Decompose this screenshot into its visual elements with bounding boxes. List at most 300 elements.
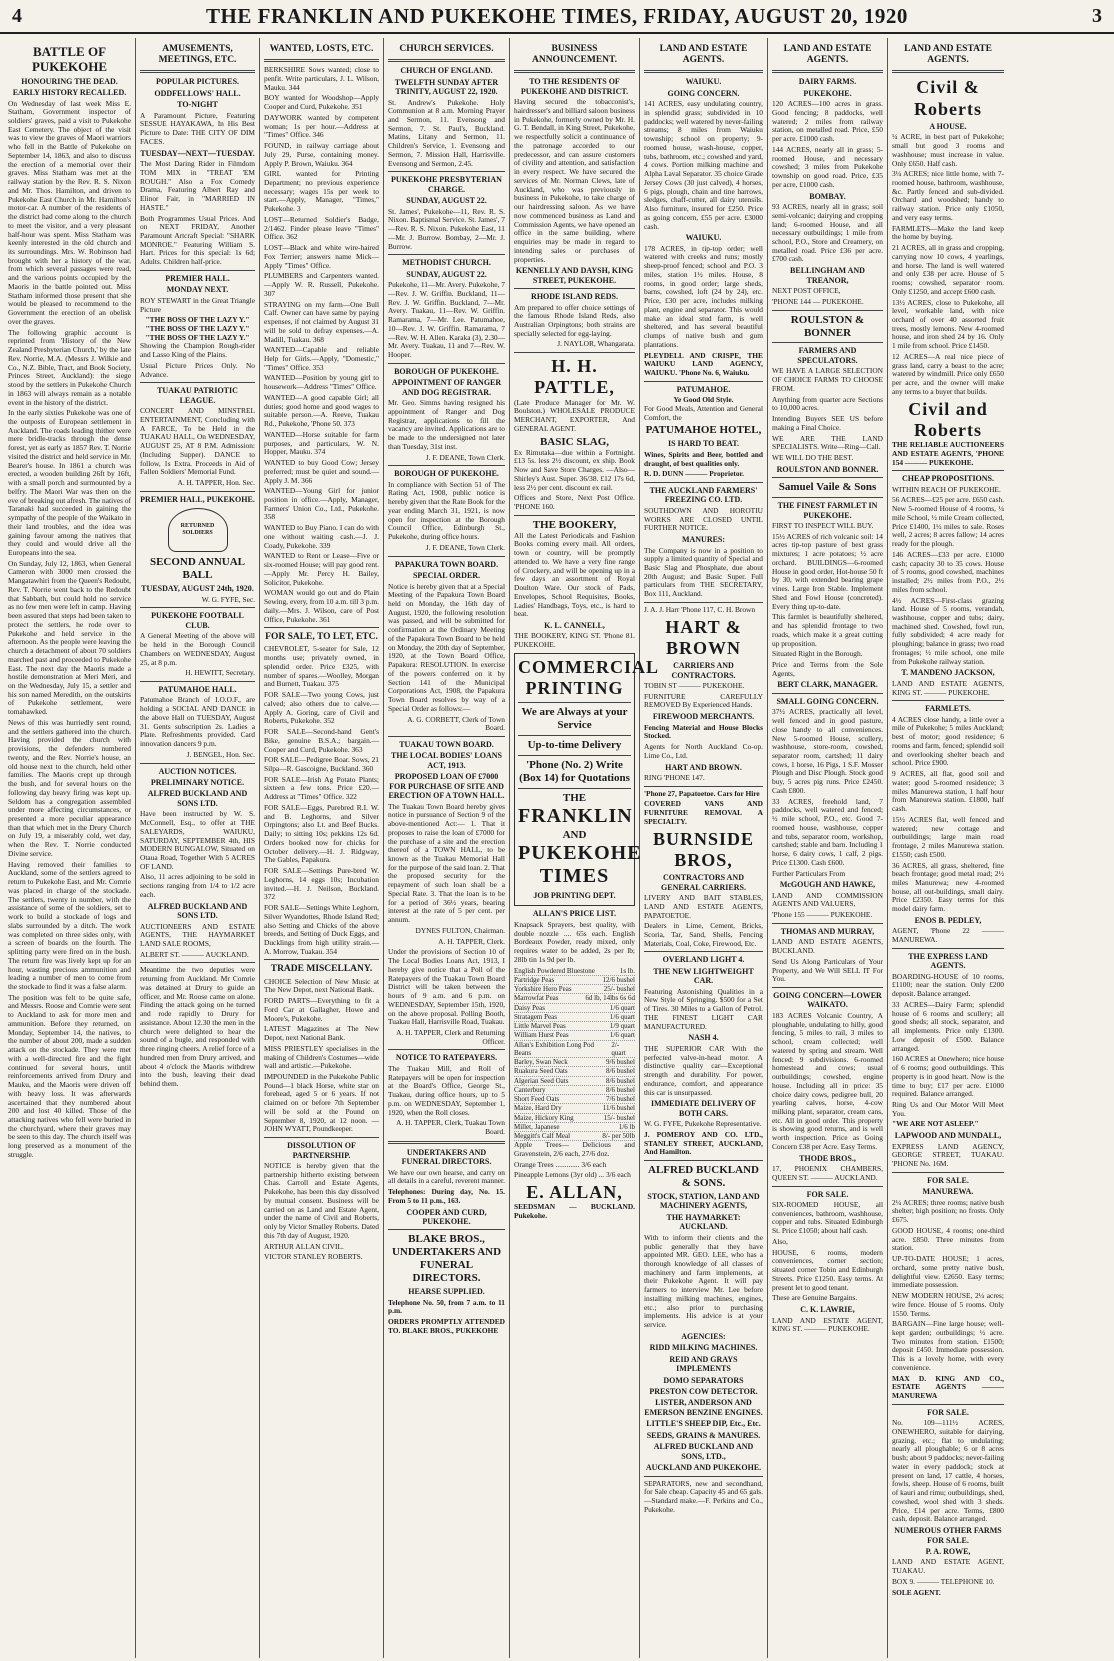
ad-text: 37½ ACRES, practically all level, well fenced and in good pasture, close handy to all conveniences. New 5-roomed House, scullery, washhouse, store-room, cowshed, separator room, cartshed; 11 dairy cows, 1 horse, 16 Pigs, 1 S.F. Mosser Plough and Disc Plough. Stock good buy, 5 acres pig runs. Price £2450. Cash £800. (772, 707, 883, 795)
ad-text: A Paramount Picture, Featuring SESSUE HAYAKAWA, In His Best Picture to Date: THE CITY OF DIM FACES. (140, 110, 255, 146)
ad-subtitle: MONDAY NEXT. (166, 285, 229, 295)
classified-ad: PLUMBERS and Carpenters wanted.—Apply W. R. Russell, Pukekohe. 307 (264, 271, 379, 298)
ad-text: 33 ACRES, freehold land, 7 paddocks, well watered and fenced; ½ mile school, P.O., etc. Good 7-roomed house, washhouse, copper and tubs, separator room, workshop, cartshed; stable and barn. Including 1 horse, 6 dairy cows, 1 calf, 2 pigs. Price £1300. Cash £600. (772, 796, 883, 867)
article-paragraph: Meantime the two deputies were returning from Auckland. Mr Comrie was detained at Drury to guide an officer, and Mr. Roose came on alone. Finding the attack going on he turned and rode rapidly to Drury for assistance. About 12.30 the men in the church were delighted to hear the sound of a bugle, and responded with three ringing cheers. A relief force of a hundred men from Drury arrived, and about 4 o'clock the Maoris withdrew into the bush, leaving their dead behind them. (140, 965, 255, 1088)
ad-signature: W. G. FYFE, Sec. (201, 594, 255, 604)
price-item: Marrowfat Peas (514, 994, 559, 1003)
ad-text: 56 ACRES—£25 per acre. £650 cash. New 5-roomed House of 4 rooms, ¼ mile School, ½ mile Cream collected, Price £1400, 1½ miles to sale. Roses well, 2 acres; 8 acres fallow; 14 acres ready for the plough. (892, 495, 1004, 549)
notice-signature: A. G. CORBETT, Clerk of Town Board. (407, 714, 505, 733)
price-row (514, 1123, 635, 1132)
article-subheading: HONOURING THE DEAD. (21, 76, 118, 86)
notice-text: NOTICE is hereby given that the partnership hitherto existing between Chas. Carroll and Estate Agents, Pukekohe, has been this day dissolved by mutual consent. Business will be carried on as Land and Estate Agent, under the name of Civil and Roberts, only by Victor Smalley Roberts. Dated this 7th day of August, 1920. (264, 1161, 379, 1240)
ad-feature: BASIC SLAG, (539, 435, 610, 448)
ad-text: The Most Daring Rider in Filmdom TOM MIX in "TREAT 'EM ROUGH." Also a Fox Comedy Drama, Featuring Albert Ray and Elinor Fair, in "MARRIED IN HASTE." (140, 159, 255, 212)
ad-text: LITTLE'S SHEEP DIP, Etc., Etc. (646, 1419, 761, 1429)
ad-text: Pineapple Lemons (3yr old) ... 3/6 each (514, 1170, 631, 1180)
notice-subtitle: SUNDAY, AUGUST 22. (406, 196, 487, 206)
ad-text: Featuring Astonishing Qualities in a New Style of Springing. $500 for a Set of Tires. 30 Miles to a Gallon of Petrol. THE FINEST LIGHT CAR MANUFACTURED. (644, 986, 763, 1031)
ad-signature: HART AND BROWN. (665, 762, 742, 772)
ad-text: THE RELIABLE AUCTIONEERS AND ESTATE AGENTS, 'PHONE 154 ——— PUKEKOHE. (892, 440, 1004, 467)
ad-text: 21 ACRES, all in grass and cropping, carrying now 10 cows, 4 yearlings, and horse. The land is well watered and only £38 per acre. House of 5 rooms; cowshed, separator room. Only £1250, and accept £600 cash. (892, 243, 1004, 296)
ad-signature: MAX D. KING AND CO., ESTATE AGENTS ——— MANUREWA (892, 1373, 1004, 1401)
price-value: 11/6 bushel (602, 1104, 635, 1113)
newspaper-columns (4, 38, 1110, 1658)
column-wanted-lost (260, 38, 384, 1658)
article-subheading: EARLY HISTORY RECALLED. (12, 88, 127, 98)
notice-signature: VICTOR STANLEY ROBERTS. (264, 1252, 363, 1262)
ad-subtitle: THE FINEST FARMLET IN PUKEKOHE. (777, 501, 878, 520)
notice-text: Under the provisions of Section 10 of The Local Bodies Loans Act, 1913, I hereby give notice that a Poll of the Ratepayers of the Tuakau Town Board District will be taken between the hours of 9 a.m. and 6 p.m. on WEDNESDAY, September 15th, 1920, on the above proposal. Polling Booth, Tuakau Hall, Harrisville Road, Tuakau. (388, 947, 505, 1027)
ad-text: LAND AND ESTATE AGENTS, KING ST. ——— PUKEKOHE. (892, 678, 1004, 697)
article-paragraph: In the early sixties Pukekohe was one of the outposts of European settlement in Auckland. The roads leading thither were mere bridle-tracks through the dense forest, yet as early as 1857 Rev. T. Norrie visited the district and held service in Mr. Bearer's house. In 1861 a church was erected, a wooden building 26ft by 16ft, with a small porch and surmounted by a belfry. The Maori War was then on the eve of breaking out afresh. The natives of Taranaki had succeeded in gaining the sympathy of the people of the Waikato in their land troubles, and the idea was gaining favour among the natives that they could and would drive all the Europeans into the sea. (8, 408, 131, 557)
ad-text: BARGAIN—Fine large house; well-kept garden; outbuildings; ½ acre. Two minutes from station. £1500; deposit £450. Immediate possession. This is a lovely home, with every convenience. (892, 1319, 1004, 1372)
ad-text: Also, 11 acres adjoining to be sold in sections ranging from 1/4 to 1/2 acre each. (140, 872, 255, 899)
notice-text: The Tuakau Town Board hereby gives notice in pursuance of Section 9 of the above-mentioned Act:— 1. That it proposes to raise the loan of £7000 for the purchase of a site and the erection thereof of a TOWN HALL, to be known as the Tuakau Memorial Hall for the purpose of the said loan. 2. That the proposed security for the repayment of such loan shall be a Special Rate. 3. That the loan is to be for a period of 36½ years, bearing interest at the rate of 5 per cent. per annum. (388, 801, 505, 925)
ad-feature: PATUMAHOE HOTEL, (645, 424, 762, 437)
ad-text: BOX 9. ——— TELEPHONE 10. (892, 1576, 995, 1586)
classified-ad: FOR SALE—Settings White Leghorn, Silver Wyandottes, Rhode Island Red; also Setting and Chicks of the above breeds, and Setting of Duck Eggs, and Ducklings from high utility strain.—A. Morrow, Tuakau. 354 (264, 903, 379, 956)
ad-text: Both Programmes Usual Prices. And on NEXT FRIDAY, Another Paramount Artcraft Special: "SHARK MONROE." Featuring William S. Hart. Prices for this special: 1s 6d; Adults. Children half-price. (140, 213, 255, 267)
ad-text: LAND AND ESTATE AGENT, KING ST. ——— PUKEKOHE. (772, 1315, 883, 1334)
classified-ad: BERKSHIRE Sows wanted; close to penfit. Write particulars, J. L. Wilson, Mauku. 344 (264, 65, 379, 92)
ad-title: THE AUCKLAND FARMERS' FREEZING CO. LTD. (649, 486, 758, 505)
article-paragraph: News of this was hurriedly sent round, and the settlers gathered into the church. Having provided the church with provisions, the defenders numbered twenty, and the Rev. Norrie's house, an old house next to the church, held other families. The Maoris crept up through the bush, and for several hours on the following day heavy firing was kept up. Seldom has a congregation assembled under more affecting circumstances, or presented a more peculiar appearance than that which met in the Drury Church on July 19, a miserably cold, wet day, when the Rev. T. Norrie conducted Divine service. (8, 717, 131, 858)
ad-text: FIRST TO INSPECT WILL BUY. (772, 520, 874, 530)
ad-signature: J. BENGEL, Hon. Sec. (186, 749, 255, 759)
ad-text: This farmlet is beautifully sheltered, and has splendid frontage to two roads, which make it a great cutting up proposition. (772, 612, 883, 648)
ad-title: FOR SALE. (927, 1175, 969, 1185)
ad-title: DAIRY FARMS. (798, 77, 857, 87)
ad-signature: ROULSTON AND BONNER. (776, 464, 879, 474)
notice-text: St. Andrew's Pukekohe. Holy Communion at 8 a.m. Morning Prayer and Sermon, 11. Evensong and Sermon, 7. St. Paul's, Buckland. Matins, Litany and Sermon, 11. Children's Service, 1. Evensong and Sermon, 7. Mission Hall, Harrisville. Evensong and Sermon, 2.45. (388, 97, 505, 168)
ad-title: COOPER AND CURD, PUKEKOHE. (406, 1207, 487, 1226)
ad-text: WE HAVE A LARGE SELECTION OF CHOICE FARMS TO CHOOSE FROM. (772, 366, 883, 393)
column-land-agents-1 (640, 38, 768, 1658)
section-heading: AUCTION NOTICES. (158, 766, 237, 776)
ad-text: 36 ACRES, all grass, sheltered, fine beach frontage; good metal road; 2½ miles Manurewa; new 4-roomed house, all out-buildings, small dairy. Price £2350. Easy terms for this model dairy farm. (892, 860, 1004, 914)
ad-title: PATUMAHOE. (676, 384, 731, 394)
price-list (514, 967, 635, 1142)
ad-subtitle: NUMEROUS OTHER FARMS FOR SALE. (894, 1526, 1002, 1545)
ad-text: Telephone No. 50, from 7 a.m. to 11 p.m. (388, 1297, 505, 1316)
ad-text: For Good Meals, Attention and General Comfort, the (644, 403, 763, 422)
ad-text: Intending Buyers SEE US before making a Final Choice. (772, 414, 883, 432)
ad-text: SEEDSMAN — BUCKLAND. Pukekohe. (514, 1202, 635, 1221)
ad-signature: ALBERT ST. ——— AUCKLAND. (140, 949, 249, 959)
ad-title: PREMIER HALL, PUKEKOHE. (140, 494, 255, 504)
section-heading: BUSINESS ANNOUNCEMENT. (531, 44, 618, 66)
classified-ad: WANTED to buy Good Cow; Jersey preferred; must be quiet and sound.—Apply J. M. 366 (264, 458, 379, 485)
ad-title: RHODE ISLAND REDS. (531, 292, 618, 302)
ad-text: RIDD MILKING MACHINES. (649, 1343, 758, 1353)
ad-feature: "THE BOSS OF THE LAZY Y." (145, 332, 250, 342)
ad-text: HOUSE, 6 rooms, modern conveniences, corner section; situated corner Tobin and Edinburgh Streets. Price £1250. Easy terms. At present let to good tenant. (772, 1247, 883, 1292)
notice-subtitle: THE LOCAL BODIES' LOANS ACT, 1913. (391, 751, 502, 770)
column-land-agents-2 (768, 38, 888, 1658)
price-item: Partridge Peas (514, 975, 555, 984)
ad-text: "WE ARE NOT ASLEEP." (892, 1119, 979, 1129)
classified-ad: WOMAN would go out and do Plain Sewing, every, from 10 a.m. till 3 p.m. daily.—Mrs. J. Wilson, care of Post Office, Pukekohe. 361 (264, 588, 379, 624)
price-value: 25/- bushel (603, 985, 635, 994)
ad-text: Apple Trees— Delicious and Gravenstein, 2/6 each, 27/6 doz. (514, 1140, 635, 1159)
ad-subtitle: THE NEW LIGHTWEIGHT CAR. (653, 966, 754, 986)
ad-subtitle: FIREWOOD MERCHANTS. (652, 712, 755, 722)
ad-title: WAIUKU. (685, 77, 722, 87)
price-item: Little Marvel Peas (514, 1022, 566, 1031)
ad-text: FURNITURE CAREFULLY REMOVED By Experienced Hands. (644, 691, 763, 710)
ad-text: SIX-ROOMED HOUSE, all conveniences, bathroom, washhouse, copper and tubs. Situated Edinburgh St. Price £1050; about half cash. (772, 1200, 883, 1236)
classified-ad: FOR SALE—Second-hand Gent's Bike, genuine B.S.A.; bargain.—Cooper and Curd, Pukekohe. 363 (264, 727, 379, 754)
price-row (514, 1104, 635, 1113)
ad-title: HART & BROWN (665, 616, 742, 658)
ad-title: POPULAR PICTURES. (155, 77, 240, 87)
price-value: 8/- per 50lb (602, 1132, 635, 1141)
ad-signature: R. D. DUNN ——— Proprietor. (644, 469, 744, 479)
ad-title: E. ALLAN, (526, 1182, 623, 1203)
classified-ad: DAYWORK wanted by competent woman; 1s per hour.—Address at "Times" Office. 346 (264, 112, 379, 140)
ad-text: A General Meeting of the above will be held in the Borough Council Chambers on WEDNESDAY, August 25, at 8 p.m. (140, 631, 255, 667)
column-amusements (136, 38, 260, 1658)
ad-text: LAND AND COMMISSION AGENTS AND VALUERS, (772, 890, 883, 909)
classified-ad: WANTED—Horse suitable for farm purposes, and particulars, W. N. Hopper, Mauku. 374 (264, 429, 379, 457)
classified-ad: BOY wanted for Woodshop—Apply Cooper and Curd, Pukekohe. 351 (264, 93, 379, 112)
ad-text: 9 ACRES, all flat, good soil and water; good 5-roomed residence; 3 miles Manurewa station, 1 half hour from Manurewa station. £1800, half cash. (892, 769, 1004, 814)
ad-text: FARMLETS—Make the land keep the home by buying. (892, 223, 1004, 242)
article-paragraph: The following graphic account is reprinted from 'History of the New Zealand Presbyterian Church,' by the late Rev. Norrie, M.A. (Messrs J. Wilkie and Co., N.Z. Bible, Tract, and Book Society, Princes Street, Auckland): the siege stood by the settlers in Pukekohe Church in 1863 will always remain as a notable event in the history of the district. (8, 327, 131, 407)
price-item: Maize, Hickory King (514, 1113, 574, 1122)
ad-title: PREMIER HALL. (165, 273, 230, 283)
price-item: Ruakura Seed Oats (514, 1067, 568, 1076)
ad-title: WAIUKU. (685, 233, 722, 243)
ad-subtitle: ODDFELLOWS' HALL. (154, 88, 241, 98)
ad-text: Showing the Champion Rough-rider and Lasso King of the Plains. (140, 341, 255, 360)
price-row (514, 1022, 635, 1031)
ad-text: These are Genuine Bargains. (772, 1293, 858, 1303)
ad-signature: ENOS B. PEDLEY, (914, 915, 982, 925)
ad-text: UP-TO-DATE HOUSE; 1 acres, orchard, some pretty native bush, delightful view. £2650. Easy terms; immediate possession. (892, 1254, 1004, 1290)
section-heading: WANTED, LOSTS, ETC. (269, 44, 374, 54)
ad-signature: A. H. TAPPER, Hon. Sec. (177, 478, 255, 488)
price-item: Daisy Peas (514, 1003, 545, 1012)
ad-text: Dealers in Lime, Cement, Bricks, Scoria, Tar, Sand, Shells, Fencing Materials, Coal, Coke, Firewood, Etc. (644, 921, 763, 948)
ad-signature: ALFRED BUCKLAND AND SONS, LTD., (653, 1442, 754, 1461)
ad-title: FARMLETS. (925, 704, 971, 714)
ad-title: FRANKLIN (518, 805, 633, 828)
ad-text: 'Phone (No. 2) Write (Box 14) for Quotations (519, 759, 630, 785)
notice-subtitle: APPOINTMENT OF RANGER AND DOG REGISTRAR. (391, 378, 502, 397)
ad-subtitle: TUESDAY, AUGUST 24th, 1920. (141, 584, 254, 594)
ad-subtitle: GOING CONCERN. (667, 88, 740, 98)
section-heading: DISSOLUTION OF PARTNERSHIP. (287, 1141, 356, 1160)
notice-signature: A. H. TAPPER, Clerk. (438, 936, 505, 946)
section-heading: CHURCH SERVICES. (399, 44, 494, 54)
classified-ad: WANTED—Capable and reliable Help for Girls.—Apply, "Domestic," "Times" Office. 353 (264, 345, 379, 372)
price-value: 15/- bushel (603, 1113, 635, 1122)
ad-text: RING 'PHONE 147. (644, 773, 705, 783)
ad-subtitle: JOB PRINTING DEPT. (533, 890, 616, 900)
price-value: 8/6 bushel (606, 1067, 635, 1076)
ad-title: CHEAP PROPOSITIONS. (901, 474, 994, 484)
ad-text: 12 ACRES—A real nice piece of grass land, carry a beast to the acre; watered by windmill. Price only £650 per acre, and the owner will make any terms to a buyer that builds. (892, 351, 1004, 396)
ad-text: 2¼ ACRES; three rooms; native bush shelter; high position; no frosts. Only £675. (892, 1197, 1004, 1225)
price-item: Short Feed Oats (514, 1095, 560, 1104)
section-heading: LAND AND ESTATE AGENTS. (659, 44, 748, 66)
ad-text: Up-to-time Delivery (527, 739, 622, 752)
ad-text: LIVERY AND BAIT STABLES, LAND AND ESTATE AGENTS, PAPATOETOE. (644, 893, 763, 920)
price-item: English Powdered Bluestone (514, 966, 595, 975)
classified-ad: STRAYING on my farm—One Bull Calf. Owner can have same by paying expenses, if not claimed by August 31 will be sold to defray expenses.—A. Madill, Tuakau. 368 (264, 299, 379, 344)
ad-feature: SECOND ANNUAL BALL (149, 556, 246, 582)
ad-text: All the Latest Periodicals and Fashion Books coming every mail. All orders, town or country, will be promptly attended to. We have a very fine range of Crockery, and will be opening up in a few days an assortment of Royal Doulton Ware. Our stock of Pads, Envelopes, School Requisites, Books, Ladies' Handbags, Toys, etc., is hard to beat. (514, 530, 635, 619)
notice-text: Mr. Geo. Simms having resigned his appointment of Ranger and Dog Registrar, applications to fill the vacancy are invited. Applications are to be made to the undersigned not later than Tuesday, 31st inst. (388, 398, 505, 451)
price-item: Canterbury (514, 1085, 546, 1094)
price-value: 1/6 quart (609, 1012, 635, 1021)
classified-ad: MISS PRIESTLEY specialises in the making of Children's Costumes—wide wall and artistic.—Pukekohe. (264, 1043, 379, 1071)
ad-title: FOR SALE. (927, 1407, 969, 1417)
ad-text: Telephones: During day, No. 15. From 5 to 11 p.m., 163. (388, 1187, 505, 1205)
classified-ad: LOST—Returned Soldier's Badge, 2/1462. Finder please leave "Times" Office. 362 (264, 214, 379, 242)
ad-title: ROULSTON & BONNER (790, 313, 865, 339)
ad-subtitle: FARMERS AND SPECULATORS. (797, 346, 858, 365)
ad-title: OVERLAND LIGHT 4. (662, 955, 745, 965)
notice-signature: J. F. DEANE, Town Clerk. (425, 452, 505, 462)
ad-text: Have been instructed by W. S. McConnell, Esq., to offer at THE SALEYARDS, WAIUKU, SATURDAY, SEPTEMBER 4th, HIS MODERN BUNGALOW, Situated on Otaua Road, Together With 5 ACRES OF LAND. (140, 809, 255, 871)
ad-text: Am prepared to offer choice settings of the famous Rhode Island Reds, also Australian Orpingtons; both strains are specially selected for egg-laying. (514, 302, 635, 338)
ad-text: 160 ACRES at Onewhero; nice house of 6 rooms; good outbuildings. This property is in good heart. Now is the time to buy; £17 per acre. £1000 required. Balance arranged. (892, 1054, 1004, 1099)
masthead (0, 0, 1114, 34)
ad-text: 93 ACRES, nearly all in grass; soil semi-volcanic; dairying and cropping land; 6-roomed House, and all necessary outbuildings; 1 mile from school, P.O., Store and Creamery, on metalled road. Price £36 per acre. £700 cash. (772, 202, 883, 264)
ad-text: EXPRESS LAND AGENCY, GEORGE STREET, TUAKAU. 'PHONE No. 16M. (892, 1141, 1004, 1169)
price-item: Algerian Seed Oats (514, 1076, 569, 1085)
ad-text: LAND AND ESTATE AGENTS, BUCKLAND. (772, 937, 883, 956)
price-value: 6d lb, 14lbs 6s 6d (585, 994, 635, 1003)
ad-title: NASH 4. (688, 1033, 719, 1043)
ad-signature: LAPWOOD AND MUNDALL, (894, 1131, 1002, 1141)
printing-ad (514, 653, 659, 906)
ad-title: H. H. PATTLE, (534, 356, 615, 398)
ad-text: BOARDING-HOUSE of 10 rooms, £1100; near the station. Only £200 deposit. Balance arranged. (892, 971, 1004, 999)
ad-title: PRINTING (525, 678, 624, 699)
ad-subtitle: BOMBAY. (809, 191, 846, 201)
price-value: 1/6 lb (618, 1122, 635, 1131)
ad-text: SOUTHDOWN AND HOROTIU WORKS ARE CLOSED UNTIL FURTHER NOTICE. (644, 505, 763, 533)
ad-text: Also, (772, 1236, 788, 1246)
ad-subtitle: IMMEDIATE DELIVERY OF BOTH CARS. (650, 1099, 757, 1118)
ad-text: Anything from quarter acre Sections to 10,000 acres. (772, 394, 883, 413)
ad-text: COVERED VANS AND FURNITURE REMOVAL A SPECIALTY. (644, 799, 763, 826)
ad-text: THE BOOKERY, KING ST. 'Phone 81. PUKEKOHE. (514, 631, 635, 650)
ad-title: PUKEKOHE (518, 841, 642, 864)
ad-title: THE EXPRESS LAND AGENTS. (908, 951, 988, 971)
ad-text: WE ARE THE LAND SPECIALISTS. Write—Ring—Call. (772, 433, 883, 452)
column-business (510, 38, 659, 1658)
notice-subtitle: PROPOSED LOAN OF £7000 FOR PURCHASE OF SITE AND ERECTION OF A TOWN HALL. (388, 772, 505, 801)
article-paragraph: On Sunday, July 12, 1863, when General Cameron with 3000 men crossed the Mangatawhiri from the Queen's Redoubt, Rev. T. Norrie went back to the Redoubt that Sabbath, but could hold no service as no few men were left in camp. Having been assured that steps had been taken to protect the settlers, he rode over to Pukekohe and held service in the afternoon. As the people were leaving the church a detachment of about 70 soldiers marched past and proceeded to Pukekohe East. The next day the Maoris made a hostile demonstration at Meri Meri, and on the Wednesday, July 15, a settler and his son named Meredith, on the outskirts of Pukekohe settlement, were tomahawked. (8, 558, 131, 717)
price-value: 12/6 bushel (602, 975, 635, 984)
price-item: Millet, Japanese (514, 1122, 560, 1131)
ad-text: 120 ACRES—100 acres in grass. Good fencing; 8 paddocks, well watered; 2 miles from railway station, on metalled road. Price, £50 per acre. £1000 cash. (772, 99, 883, 144)
section-heading: LAND AND ESTATE AGENTS. (904, 44, 992, 66)
notice-text: The Tuakau Mill, and Roll of Ratepayers will be open for inspection at the Board's Office, George St., Tuakau, during office hours, up to 5 p.m. on WEDNESDAY, September 1, 1920, when the Roll closes. (388, 1063, 505, 1117)
ad-text: 'Phone 27, Papatoetoe. Cars for Hire (644, 788, 760, 798)
ad-text: LISTER, ANDERSON AND EMERSON BENZINE ENGINES. (644, 1398, 763, 1417)
ad-text: ORDERS PROMPTLY ATTENDED TO. BLAKE BROS., PUKEKOHE (388, 1317, 505, 1335)
notice-title: BOROUGH OF PUKEKOHE. (394, 366, 499, 376)
classified-ad: LATEST Magazines at The New Depot, next National Bank. (264, 1024, 379, 1043)
price-value: 8/6 bushel (606, 1076, 635, 1085)
notice-title: TUAKAU TOWN BOARD. (399, 739, 494, 749)
ad-subtitle: MANUREWA. (922, 1187, 974, 1197)
page-number-right: 3 (1092, 4, 1102, 27)
price-value: 7/6 bushel (606, 1095, 635, 1104)
ad-subtitle: IS HARD TO BEAT. (668, 439, 739, 449)
ad-text: We have our own hearse, and carry on all details in a careful, reverent manner. (388, 1167, 505, 1186)
ad-subtitle: CARRIERS AND CONTRACTORS. (671, 661, 736, 680)
column-church-services (384, 38, 510, 1658)
notice-signature: J. F. DEANE, Town Clerk. (425, 542, 505, 552)
ad-text: AGENT, 'Phone 22 ——— MANUREWA. (892, 926, 1004, 945)
ad-title: FOR SALE. (806, 1189, 849, 1199)
ad-signature: AUCKLAND AND PUKEKOHE. (645, 1463, 762, 1473)
ad-text: ¼ ACRE, in best part of Pukekohe; small but good 3 rooms and washhouse; must increase in value. Only £650. Half cash. (892, 132, 1004, 168)
ad-signature: K. L. CANNELL, (544, 621, 605, 631)
article-paragraph: The position was felt to be quite safe, and Messrs. Roose and Comrie were sent to Auckland to ask for more men and ammunition. Before they returned, on Monday, September 14, the natives, to the number of about 200, made a sudden attack on the stockade. They were met with a well-directed fire and the fight continued for several hours, until reinforcements arrived from Drury and Mauku, and the Maoris were driven off with heavy loss. It was afterwards ascertained that they numbered about 200 and lost 40 killed. Those of the attacking natives who fell were buried in the churchyard, where their graves may be seen to this day. The church itself was long preserved as a monument of the struggle. (8, 992, 131, 1159)
ad-title: THOMAS AND MURRAY, (780, 926, 875, 936)
ad-text: 4½ ACRES—First-class grazing land. House of 5 rooms, verandah, washhouse, copper and tubs; dairy, machined shed. Cowshed, fowl run, fully subdivided; 4 acre ready for ploughing; balance in grass; two road frontages; ½ mile school, one mile from Pukekohe railway station. (892, 595, 1004, 666)
price-item: Meggitt's Calf Meal (514, 1132, 571, 1141)
ad-text: PRESTON COW DETECTOR. (649, 1387, 758, 1397)
ad-text: GOOD HOUSE, 4 rooms; one-third acre. £850. Three minutes from station. (892, 1225, 1004, 1253)
classified-ad: WANTED to Buy Piano. I can do with one without waiting cash.—J. J. Coady, Pukekohe. 339 (264, 523, 379, 550)
notice-signature: DYNES FULTON, Chairman. (415, 925, 505, 935)
ad-text: ROY STEWART in the Great Triangle Picture (140, 295, 255, 314)
ad-title: BURNSIDE BROS, (652, 828, 755, 870)
price-item: Barley, Swan Neck (514, 1058, 568, 1067)
ad-title: ALFRED BUCKLAND AND SONS LTD. (147, 901, 248, 921)
price-row (514, 1086, 635, 1095)
ad-text: Fencing Material and House Blocks Stocked. (644, 722, 763, 741)
ad-text: 144 ACRES, nearly all in grass; 5-roomed House, and necessary cowshed; 3 miles from Pukekohe township on good road. Price, £35 per acre, £1000 cash. (772, 144, 883, 189)
classified-ad: FOR SALE—Two young Cows, just calved; also others due to calve.—Apply A. Goring, care of Civil and Roberts, Pukekohe. 352 (264, 690, 379, 726)
ad-text: Agents for North Auckland Co-op. Lime Co., Ltd. (644, 742, 763, 760)
ad-subtitle: PUKEKOHE. (803, 88, 852, 98)
ad-title: UNDERTAKERS AND FUNERAL DIRECTORS. (401, 1147, 492, 1167)
ad-text: WE WILL DO THE BEST. (772, 452, 854, 462)
ad-signature: H. HEWITT, Secretary. (185, 668, 255, 678)
returned-soldiers-badge-icon: RETURNED SOLDIERS (168, 508, 228, 552)
ad-text: Wines, Spirits and Beer, bottled and draught, of best qualities only. (644, 449, 763, 468)
ad-text: 13½ ACRES, close to Pukekohe, all level, workable land, with nice orchard of over 40 assorted fruit trees, mostly lemons. New 4-roomed house, and iron shed 24 by 16. Only 1 mile from school. Price £1450. (892, 297, 1004, 351)
notice-title: PAPAKURA TOWN BOARD. (394, 559, 499, 569)
ad-text: 17, PHOENIX CHAMBERS, QUEEN ST. ——— AUCKLAND. (772, 1164, 883, 1182)
ad-subtitle: CONTRACTORS AND GENERAL CARRIERS. (661, 873, 746, 892)
ad-text: W. G. FYFE, Pukekohe Representative. (644, 1119, 762, 1129)
price-item: Stratagem Peas (514, 1012, 557, 1021)
ad-text: 183 ACRES Volcanic Country, A ploughable, undulating to hilly, good fencing, 5 miles to rail, 3 miles to school, cream collected; well watered by spring and stream. Well fenced: 9 subdivisions. 6-roomed homestead and cows; usual outbuildings; cowshed, engine house. Including all in price: 35 choice dairy cows, pedigree bull, 20 yearling calves, horse, 4-cow milking plant, separator, cream cans, etc. All in good order. This property is showing good returns, and is well worth inspection. Price as Going Concern £38 per Acre. Easy Terms. (772, 1010, 883, 1151)
ad-text: AND (562, 828, 587, 841)
ad-signature: J. NAYLOR, Whangarata. (557, 339, 635, 349)
ad-text: Situated Right in the Borough. (772, 649, 863, 659)
ad-subtitle: TUESDAY—NEXT—TUESDAY. (140, 148, 255, 158)
ad-text: NEXT POST OFFICE, (772, 286, 841, 296)
ad-title: ALFRED BUCKLAND AND SONS LTD. (147, 789, 248, 808)
ad-title: ALLAN'S PRICE LIST. (532, 909, 617, 919)
notice-title: BOROUGH OF PUKEKOHE. (394, 469, 499, 479)
price-item: Yorkshire Hero Peas (514, 985, 572, 994)
ad-text: Orange Trees ............. 3/6 each (514, 1159, 607, 1169)
ad-signature: P. A. ROWE, (925, 1546, 971, 1556)
ad-text: SOLE AGENT. (892, 1587, 941, 1597)
ad-text: 4 ACRES close handy, a little over a mile of Pukekohe; 5 miles Auckland; best of motor; good residence; 6 rooms and farm, fenced; splendid soil and overlooking shelter beach and school. Price £900. (892, 714, 1004, 768)
ad-subtitle: A HOUSE. (929, 121, 967, 131)
ad-signature: McGOUGH AND HAWKE, (779, 880, 876, 890)
ad-signature: PLEYDELL AND CRISPE, THE WAIUKU LAND AGENCY, WAIUKU. 'Phone No. 6, Waiuku. (644, 350, 763, 378)
ad-title: Civil & Roberts (914, 77, 982, 119)
ad-signature: T. MANDENO JACKSON, (901, 668, 995, 678)
ad-signature: BELLINGHAM AND TREANOR, (790, 266, 865, 285)
ad-text: REID AND GRAYS IMPLEMENTS (669, 1354, 738, 1374)
price-row (514, 1041, 635, 1059)
ad-title: COMMERCIAL (518, 656, 659, 677)
ad-text: 3¼ ACRES; nice little home, with 7-roomed house, bathroom, washhouse, &c. Partly fenced and sub-divided. Orchard and woodshed; handy to railway station. Price only £1050, and very easy terms. (892, 169, 1004, 222)
ad-subtitle: TO-NIGHT (177, 100, 218, 110)
ad-text: DOMO SEPARATORS (663, 1375, 744, 1385)
column-land-agents-3 (888, 38, 1008, 1658)
notice-text: Notice is hereby given that at a Special Meeting of the Papakura Town Board held on Monday, the 16th day of August, 1920, the following resolution was passed, and will be submitted for confirmation at the Ordinary Meeting of the Papakura Town Board to be held on Monday, the 20th day of September, 1920, at the Town Board Office, Papakura: RESOLUTION. In exercise of the powers conferred on it by Section 141 of the Municipal Corporations Act, 1908, the Papakura Town Board resolves by way of a Special Order as follows:— (388, 581, 505, 713)
price-value: 8/6 bushel (606, 1085, 635, 1094)
ad-title: TO THE RESIDENTS OF PUKEKOHE AND DISTRICT. (520, 77, 629, 96)
price-item: Allan's Exhibition Long Pod Beans (514, 1040, 595, 1057)
notice-subtitle: SPECIAL ORDER. (412, 571, 481, 581)
ad-signature: J. POMEROY AND CO. LTD., STANLEY STREET, AUCKLAND, And Hamilton. (644, 1129, 763, 1157)
price-row (514, 1013, 635, 1022)
ad-text: LAND AND ESTATE AGENT, TUAKAU. (892, 1557, 1004, 1576)
classified-ad: SEPARATORS, new and secondhand, for Sale cheap. Capacity 45 and 65 gals.—Standard make.—F. Perkins and Co., Pukekohe. (644, 1478, 763, 1514)
notice-signature: A. H. TAPPER, Clerk and Returning Officer. (396, 1027, 505, 1046)
ad-text: With to inform their clients and the public generally that they have appointed MR. GEO. LEE, who has a thorough knowledge of all classes of machinery and farm implements, at their Pukekohe Agent. It will pay farmers to interview Mr. Lee before installing milking machines, engines, etc.; also prior to purchasing implements. His advice is at your service. (644, 1232, 763, 1330)
price-item: Maize, Hard Dry (514, 1104, 562, 1113)
ad-text: 'Phone 155 ——— PUKEKOHE. (772, 910, 873, 920)
classified-ad: FOUND, in railway carriage about July 29, Purse, containing money. Apply P. Brown, Waiuku. 364 (264, 141, 379, 168)
notice-signature: A. H. TAPPER, Clerk, Tuakau Town Board. (396, 1118, 505, 1137)
section-heading: FOR SALE, TO LET, ETC. (265, 632, 378, 643)
price-row (514, 967, 635, 976)
ad-subtitle: PRELIMINARY NOTICE. (150, 777, 245, 787)
article-paragraph: Having removed their families to Auckland, some of the settlers agreed to return to Pukekohe East, and Mr. Comrie was placed in charge of the stockade. The settlers, twenty in number, with the assistance of some of the soldiers, set to work to build a stockade of logs and slabs surrounded by a ditch. The work was completed on three sides only, with a screen of boards on the fourth. The splitting party were fired on in the bush. The return fire was lively kept up for an hour, wasting precious ammunition and leading a number of men to come from the stockade to find it was a false alarm. (8, 859, 131, 991)
ad-title: BLAKE BROS., UNDERTAKERS AND FUNERAL DIRECTORS. (391, 1233, 502, 1285)
section-heading: TRADE MISCELLANY. (270, 964, 373, 975)
notice-title: PUKEKOHE PRESBYTERIAN CHARGE. (391, 175, 502, 194)
ad-text: 141 ACRES, easy undulating country, in splendid grass; subdivided in 10 paddocks; well watered by never-failing streams; 8 miles from Waiuku township; school on property; 9-roomed house, wash-house, copper, tubs, bathroom, etc.; cowshed and yard, 4 cows. Portion milking machine and Alpha Laval Separator. 35 choice Grade Jersey Cows (30 just calved), 4 horses, 6 pigs, plough, chain and tine harrows, sledges, chaff-cutter, all dairy utensils. Also furniture, insured for £250. Price as going concern, £55 per acre. £3000 cash. (644, 99, 763, 231)
ad-subtitle: HEARSE SUPPLIED. (408, 1287, 485, 1297)
ad-text: SEEDS, GRAINS & MANURES. (646, 1430, 761, 1440)
ad-text: Patumahoe Branch of I.O.O.F., are holding a SOCIAL AND DANCE in the above Hall on TUESDAY, August 31. Gents subscription 2s. Ladies a Plate. Refreshments provided. Card innovation dancers 9 p.m. (140, 695, 255, 749)
price-row (514, 1004, 635, 1013)
price-value: 1/9 quart (609, 1022, 635, 1031)
price-value: 1/6 quart (609, 1003, 635, 1012)
ad-signature: C. K. LAWRIE, (800, 1305, 855, 1315)
notice-text: St. James', Pukekohe—11, Rev. R. S. Nixon. Baptismal Service. St. James', 7—Rev. R. S. Nixon. Pukekohe East, 11—Mr. J. Burrow. Bombay, 2—Mr. J. Burrow. (388, 206, 505, 251)
ad-text: CONCERT AND MINSTREL ENTERTAINMENT, Concluding with A FARCE, To be Held in the TUAKAU HALL, On WEDNESDAY, AUGUST 25, AT 8 P.M. Admission: (Including Supper). DANCE to follow, 1s Extra. Proceeds in Aid of Fallen Soldiers' Memorial Fund. (140, 406, 255, 477)
ad-text: Usual Picture Prices Only. No Advance. (140, 360, 255, 379)
ad-text: (Late Produce Manager for Mr. W. Boulston.) WHOLESALE PRODUCE MERCHANT, EXPORTER, And GENERAL AGENT. (514, 397, 635, 433)
ad-text: Ex Rimutaka—due within a Fortnight. £13 5s. less 2½ discount, ex ship. Book Now and Save Store Charges. —Also— Shirley's Aust. Super. 36/38. £12 17s 6d, less 2½ per cent. discount ex rail. (514, 447, 635, 492)
classified-ad: FORD PARTS—Everything to fit a Ford Car at Gallagher, Howe and Moore's, Pukekohe. (264, 996, 379, 1023)
ad-title: Civil and Roberts (908, 398, 988, 440)
ad-text: 15½ ACRES flat, well fenced and watered; new cottage and outbuildings; large main road frontage, 2 miles Manurewa station. £1550; cash £500. (892, 814, 1004, 859)
ad-subtitle: SMALL GOING CONCERN. (776, 696, 879, 706)
ad-text: NEW MODERN HOUSE, 2¼ acres; wire fence. House of 5 rooms. Only 1550. Terms. (892, 1291, 1004, 1318)
